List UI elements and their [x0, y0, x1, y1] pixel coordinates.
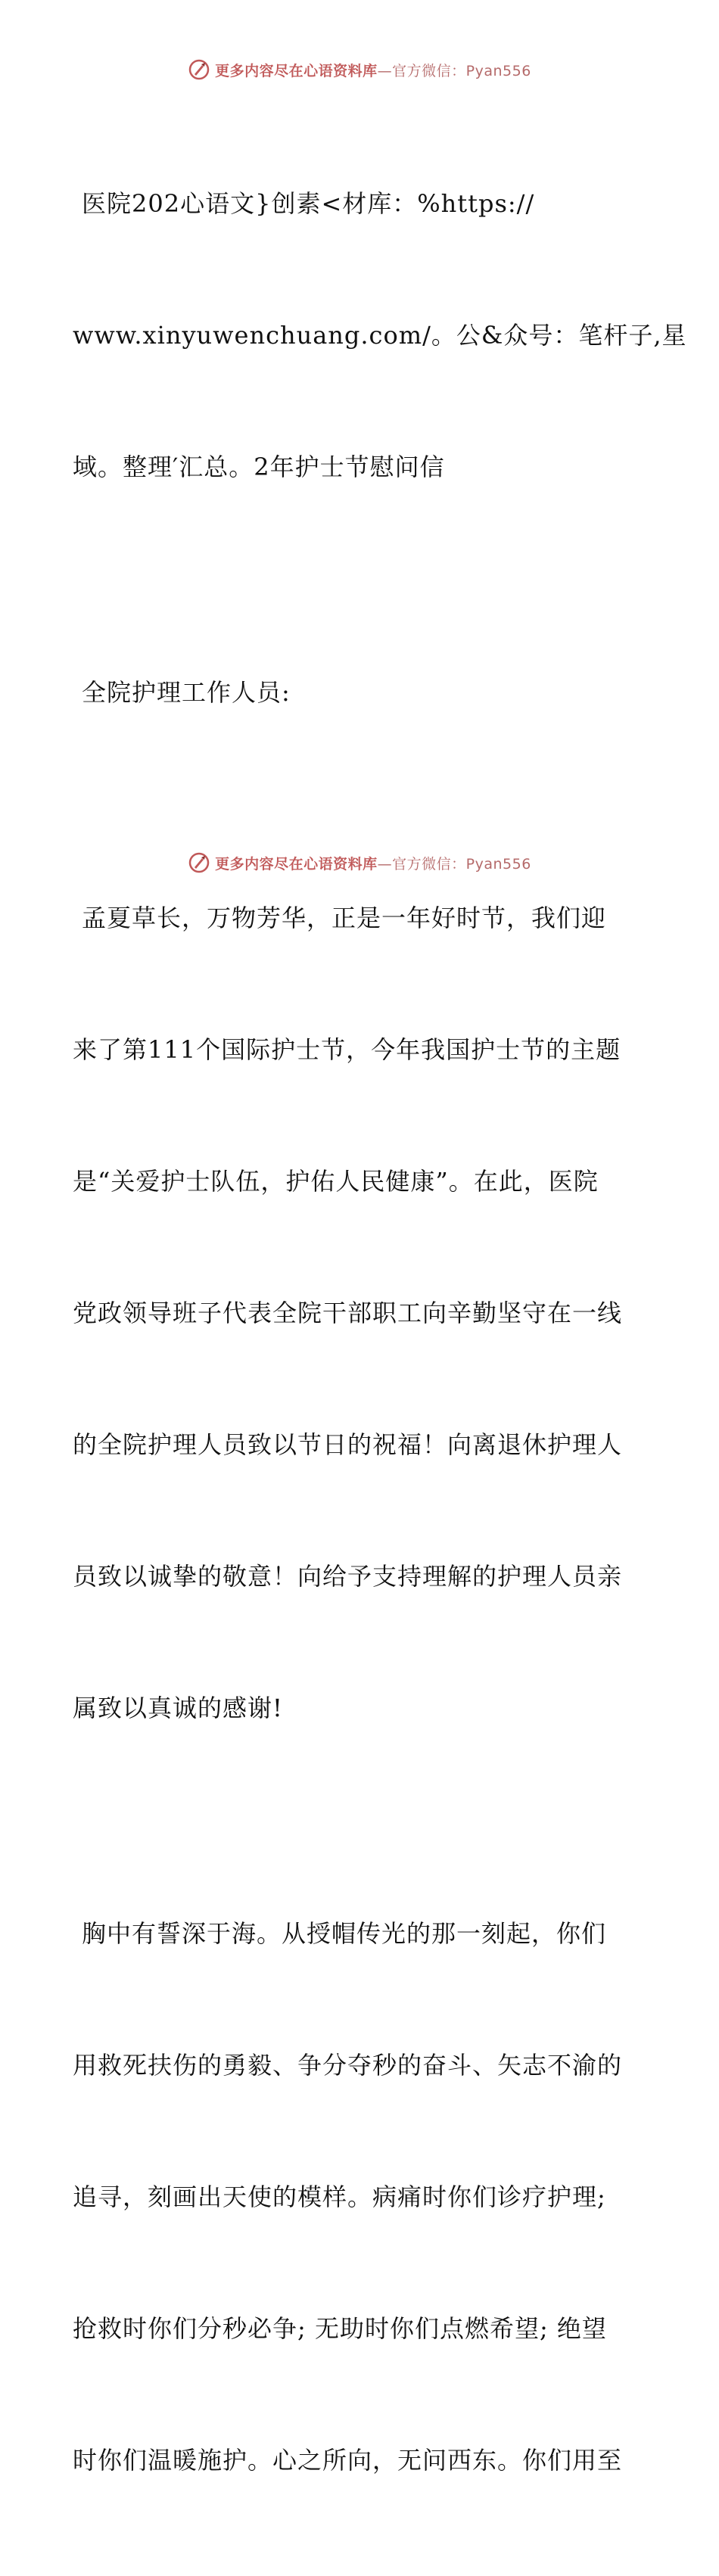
paragraph-tribute — [73, 1824, 648, 2570]
text-line: 医院202心语文}创素<材库：%https:// — [82, 189, 535, 218]
footer-banner — [0, 848, 719, 878]
header-banner — [0, 54, 719, 85]
banner-text — [215, 60, 531, 80]
text-line: 属致以真诚的感谢! — [73, 1694, 283, 1722]
document-body — [73, 94, 687, 2576]
text-line: 时你们温暖施护。心之所向，无问西东。你们用至 — [73, 2446, 623, 2475]
text-line: 用救死扶伤的勇毅、争分夺秒的奋斗、矢志不渝的 — [73, 2051, 623, 2080]
banner-text-bold: 更多内容尽在心语资料库 — [215, 62, 378, 79]
quill-seal-icon — [188, 58, 210, 81]
banner-text-bold: 更多内容尽在心语资料库 — [215, 855, 378, 873]
text-line: 追寻，刻画出天使的模样。病痛时你们诊疗护理; — [73, 2182, 606, 2211]
text-line: 是“关爱护士队伍，护佑人民健康”。在此，医院 — [73, 1167, 599, 1196]
paragraph-salutation — [73, 583, 648, 802]
banner-text-rest: —官方微信：Pyan556 — [377, 855, 531, 873]
text-line: 来了第111个国际护士节，今年我国护士节的主题 — [73, 1035, 621, 1064]
text-line: 胸中有誓深于海。从授帽传光的那一刻起，你们 — [82, 1919, 607, 1948]
banner-text — [215, 853, 531, 873]
paragraph-intro — [73, 94, 687, 577]
text-line: www.xinyuwenchuang.com/。公&众号：笔杆子,星 — [73, 321, 687, 350]
text-line: 员致以诚挚的敬意！向给予支持理解的护理人员亲 — [73, 1562, 623, 1591]
quill-seal-icon — [188, 851, 210, 874]
text-line: 的全院护理人员致以节日的祝福！向离退休护理人 — [73, 1430, 623, 1459]
text-line: 域。整理′汇总。2年护士节慰问信 — [73, 453, 445, 481]
text-line: 孟夏草长，万物芳华，正是一年好时节，我们迎 — [82, 904, 607, 932]
text-line: 抢救时你们分秒必争; 无助时你们点燃希望; 绝望 — [73, 2314, 607, 2343]
banner-text-rest: —官方微信：Pyan556 — [377, 62, 531, 79]
paragraph-greeting — [73, 808, 648, 1818]
text-line: 全院护理工作人员: — [82, 678, 291, 707]
text-line: 党政领导班子代表全院干部职工向辛勤坚守在一线 — [73, 1299, 623, 1327]
